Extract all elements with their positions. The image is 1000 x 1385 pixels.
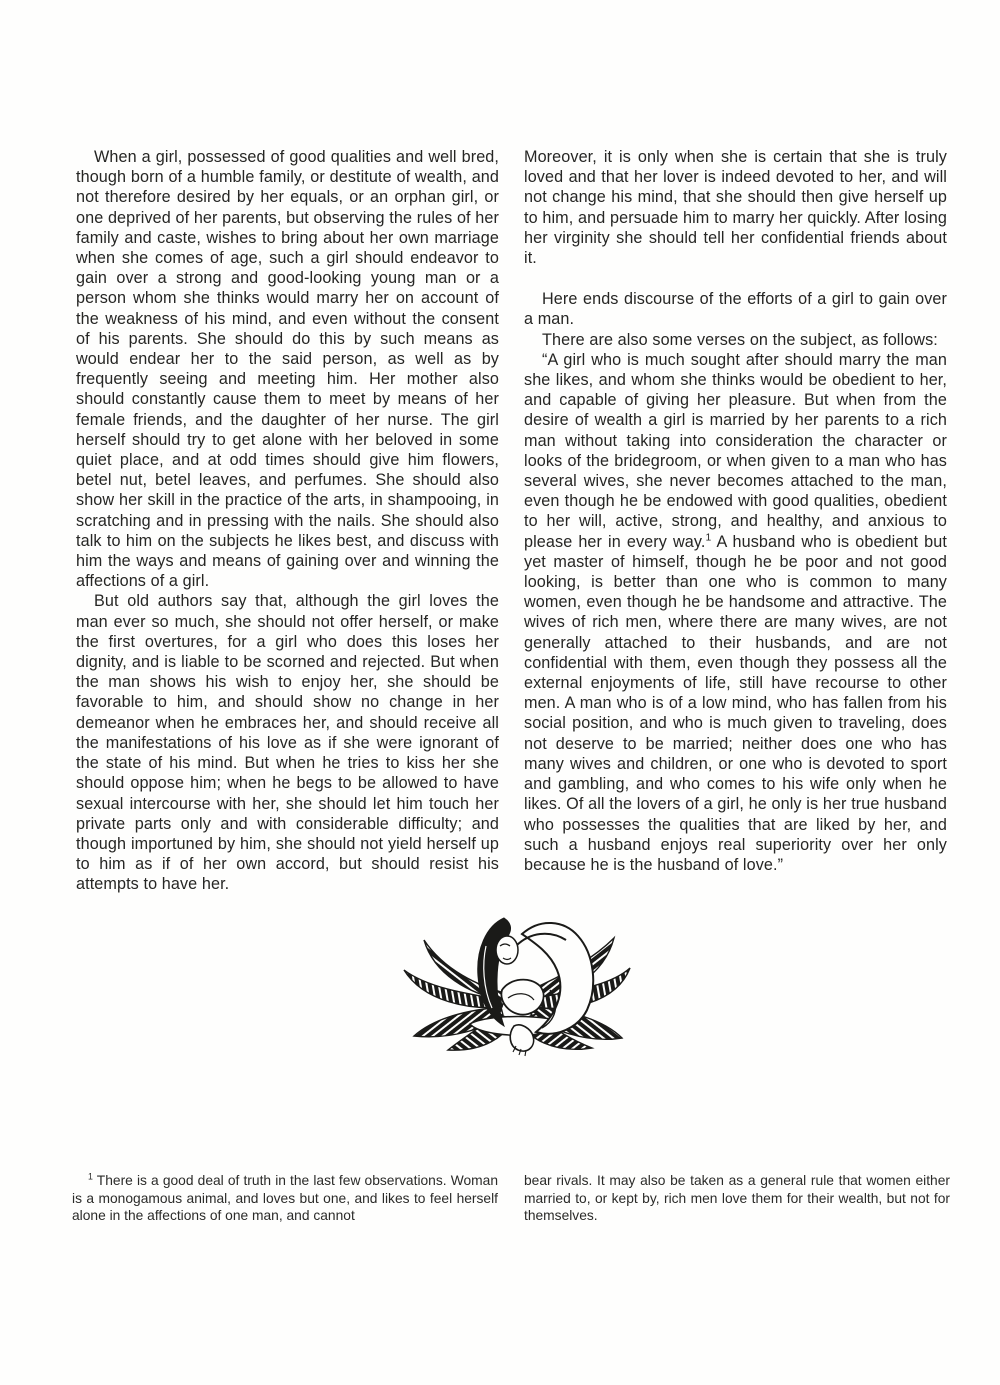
paragraph-moreover: Moreover, it is only when she is certain that she is truly loved and that her lover is indeed devoted to her, and will not change his mind, that she should then give herself up to him, and persuade him to marry her quickly. After losing her virginity she should tell her confidential friends about it. — [524, 148, 947, 268]
footnote-reference-1: 1 — [705, 532, 712, 544]
paragraph-verse — [524, 350, 947, 875]
lovers-on-lotus-illustration — [390, 898, 646, 1062]
footnote-right-column — [524, 1172, 950, 1225]
footnote-left-column — [72, 1172, 498, 1225]
paragraph-but-old-authors: But old authors say that, although the girl loves the man ever so much, she should not offer herself, or make the first overtures, for a girl who does this loses her dignity, and is liable to be scorned and rejected. But when the man shows his wish to enjoy her, she should be favorable to him, and should show no change in her demeanor when he embraces her, and should receive all the manifestations of his love as if she were ignorant of the state of his mind. But when he tries to kiss her she should oppose him; when he begs to be allowed to have sexual intercourse with her, she should let him touch her private parts only and with considerable difficulty; and though importuned by him, she should not yield herself up to him as if of her own accord, but should resist his attempts to have her. — [76, 592, 499, 894]
footnote-marker-1: 1 — [88, 1171, 93, 1182]
footnote-text — [72, 1172, 498, 1225]
footnote-block — [72, 1172, 950, 1225]
body-text — [76, 147, 947, 895]
paragraph-here-ends: Here ends discourse of the efforts of a girl to gain over a man. — [524, 290, 947, 329]
verse-text-before-footnote: “A girl who is much sought after should marry the man she likes, and whom she thinks would be obedient to her, and capable of giving her pleasure. But when from the desire of wealth a girl is married by her parents to a rich man without taking into consideration the character or looks of the bridegroom, or when given to a man who has several wives, she never becomes attached to the man, even though he be endowed with good qualities, obedient to her will, active, strong, and healthy, and anxious to please her in every way. — [524, 350, 947, 551]
footnote-body: There is a good deal of truth in the last few observations. Woman is a monogamous animal, and loves but one, and likes to feel herself alone in the affections of one man, and cannot — [72, 1173, 498, 1224]
lotus-drawing — [390, 898, 646, 1062]
verse-text-after-footnote: A husband who is obedient but yet master of himself, though he be poor and not good looking, is better than one who is common to many women, even though he be handsome and attractive. The wives of rich men, where there are many wives, are not generally attached to their husbands, and are not confidential with them, even though they possess all the external enjoyments of life, still have recourse to other men. A man who is of a low mind, who has fallen from his social position, and who is much given to traveling, does not deserve to be married; neither does one who has many wives and children, or one who is devoted to sport and gambling, and who comes to his wife only when he likes. Of all the lovers of a girl, he only is her true husband who possesses the qualities that are liked by her, and such a husband enjoys real superiority over her only because he is the husband of love.” — [524, 532, 947, 874]
paragraph-when-a-girl: When a girl, possessed of good qualities and well bred, though born of a humble family, or destitute of wealth, and not therefore desired by her equals, or an orphan girl, or one deprived of her parents, but observing the rules of her family and caste, wishes to bring about her own marriage when she comes of age, such a girl should endeavor to gain over a strong and good-looking young man or a person whom she thinks would marry her on account of the weakness of his mind, and even without the consent of his parents. She should do this by such means as would endear her to the said person, as well as by frequently seeing and meeting him. Her mother also should constantly cause them to meet by means of her female friends, and the daughter of her nurse. The girl herself should try to get alone with her beloved in some quiet place, and at odd times should give him flowers, betel nut, betel leaves, and perfumes. She should also show her skill in the practice of the arts, in shampooing, in scratching and in pressing with the nails. She should also talk to him on the subjects he likes best, and discuss with him the ways and means of gaining over and winning the affections of a girl. — [76, 148, 499, 591]
right-column — [524, 147, 947, 895]
left-column — [76, 147, 499, 895]
footnote-continuation — [524, 1172, 950, 1225]
paragraph-verses-intro: There are also some verses on the subject, as follows: — [542, 330, 938, 349]
footnote-body-continued: bear rivals. It may also be taken as a general rule that women either married to, or kept by, rich men love them for their wealth, but not for themselves. — [524, 1173, 950, 1224]
